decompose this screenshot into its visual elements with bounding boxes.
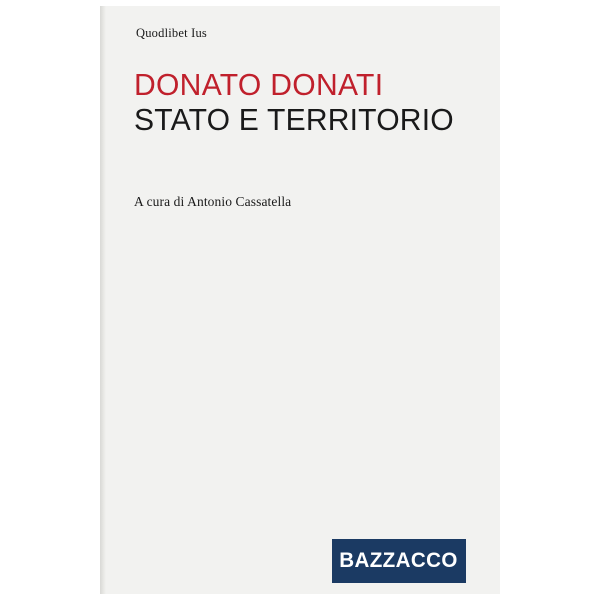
editor-credit: A cura di Antonio Cassatella [134,194,292,209]
book-title: STATO E TERRITORIO [134,102,454,138]
series-label: Quodlibet Ius [136,26,207,40]
publisher-logo [332,539,466,583]
publisher-name: BAZZACCO [339,549,459,572]
title-block [134,68,476,137]
cover-content [100,6,500,594]
author-name: DONATO DONATI [134,67,384,102]
book-cover [100,6,500,594]
